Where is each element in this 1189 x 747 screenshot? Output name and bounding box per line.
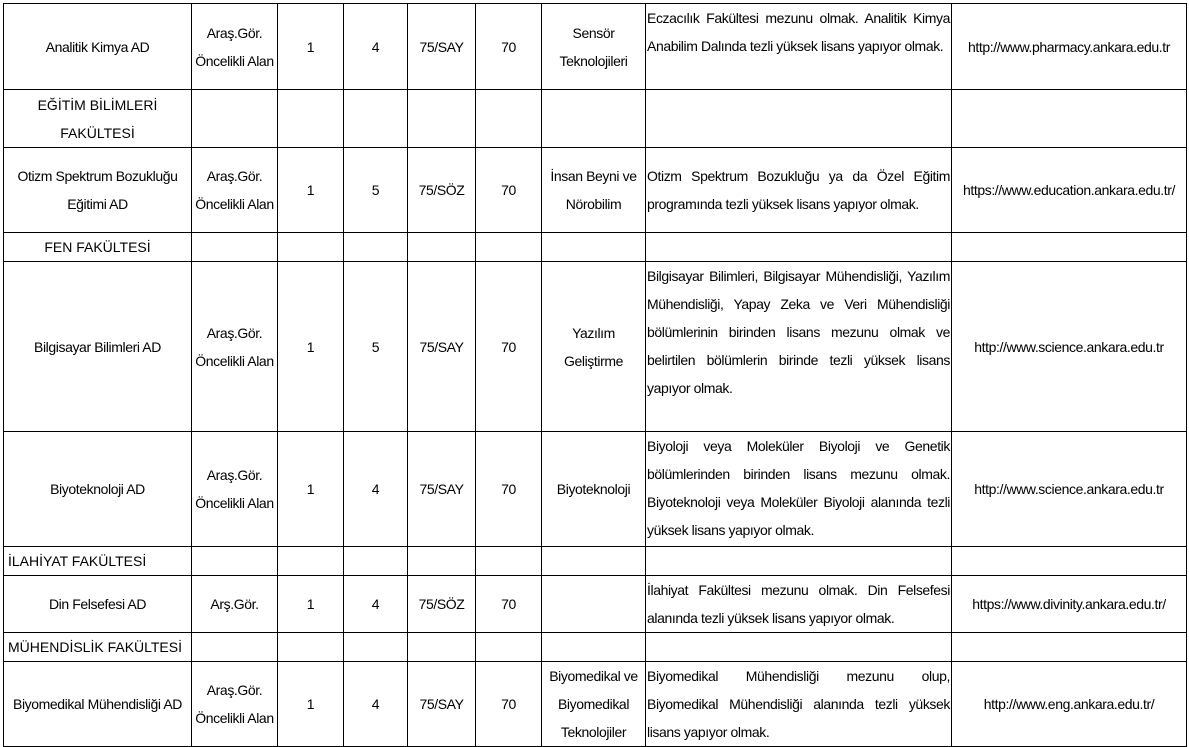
- empty-cell: [476, 233, 542, 262]
- table-row: [4, 262, 1187, 432]
- ales-cell: 75/SAY: [408, 432, 476, 547]
- website-cell: http://www.pharmacy.ankara.edu.tr: [952, 4, 1187, 90]
- ales-cell: 75/SAY: [408, 262, 476, 432]
- empty-cell: [476, 547, 542, 576]
- faculty-row: [4, 633, 1187, 662]
- degree-cell: 4: [344, 662, 408, 747]
- empty-cell: [344, 90, 408, 148]
- language-cell: 70: [476, 432, 542, 547]
- empty-cell: [646, 547, 952, 576]
- empty-cell: [646, 90, 952, 148]
- degree-cell: 5: [344, 148, 408, 233]
- table-row: [4, 432, 1187, 547]
- count-cell: 1: [278, 148, 344, 233]
- count-cell: 1: [278, 662, 344, 747]
- empty-cell: [542, 633, 646, 662]
- website-cell: https://www.divinity.ankara.edu.tr/: [952, 576, 1187, 633]
- faculty-heading: FEN FAKÜLTESİ: [4, 233, 192, 262]
- website-cell: https://www.education.ankara.edu.tr/: [952, 148, 1187, 233]
- faculty-row: [4, 547, 1187, 576]
- language-cell: 70: [476, 262, 542, 432]
- count-cell: 1: [278, 432, 344, 547]
- empty-cell: [952, 233, 1187, 262]
- title-cell: Araş.Gör. Öncelikli Alan: [192, 662, 278, 747]
- faculty-row: [4, 233, 1187, 262]
- empty-cell: [344, 633, 408, 662]
- empty-cell: [192, 90, 278, 148]
- department-cell: Biyomedikal Mühendisliği AD: [4, 662, 192, 747]
- empty-cell: [476, 633, 542, 662]
- empty-cell: [542, 90, 646, 148]
- requirement-cell: Otizm Spektrum Bozukluğu ya da Özel Eğitim programında tezli yüksek lisans yapıyor olmak.: [646, 148, 952, 233]
- degree-cell: 4: [344, 4, 408, 90]
- empty-cell: [952, 633, 1187, 662]
- empty-cell: [542, 547, 646, 576]
- empty-cell: [408, 547, 476, 576]
- empty-cell: [192, 233, 278, 262]
- field-cell: [542, 576, 646, 633]
- title-cell: Arş.Gör.: [192, 576, 278, 633]
- department-cell: Bilgisayar Bilimleri AD: [4, 262, 192, 432]
- language-cell: 70: [476, 662, 542, 747]
- website-cell: http://www.science.ankara.edu.tr: [952, 432, 1187, 547]
- table-row: [4, 148, 1187, 233]
- empty-cell: [408, 90, 476, 148]
- empty-cell: [408, 233, 476, 262]
- positions-table: [3, 3, 1187, 747]
- table-row: [4, 662, 1187, 747]
- department-cell: Analitik Kimya AD: [4, 4, 192, 90]
- empty-cell: [344, 233, 408, 262]
- empty-cell: [952, 547, 1187, 576]
- empty-cell: [646, 233, 952, 262]
- empty-cell: [952, 90, 1187, 148]
- field-cell: Yazılım Geliştirme: [542, 262, 646, 432]
- requirement-cell: Eczacılık Fakültesi mezunu olmak. Analitik Kimya Anabilim Dalında tezli yüksek lisans yapıyor olmak.: [646, 4, 952, 90]
- ales-cell: 75/SAY: [408, 4, 476, 90]
- requirement-cell: Bilgisayar Bilimleri, Bilgisayar Mühendisliği, Yazılım Mühendisliği, Yapay Zeka ve Veri Mühendisliği bölümlerinin birinden lisans mezunu olmak ve belirtilen bölümlerin birinde tezli yüksek lisans yapıyor olmak.: [646, 262, 952, 432]
- empty-cell: [278, 547, 344, 576]
- empty-cell: [542, 233, 646, 262]
- website-cell: http://www.eng.ankara.edu.tr/: [952, 662, 1187, 747]
- empty-cell: [278, 233, 344, 262]
- faculty-heading: İLAHİYAT FAKÜLTESİ: [4, 547, 192, 576]
- empty-cell: [278, 633, 344, 662]
- department-cell: Otizm Spektrum Bozukluğu Eğitimi AD: [4, 148, 192, 233]
- degree-cell: 4: [344, 576, 408, 633]
- website-cell: http://www.science.ankara.edu.tr: [952, 262, 1187, 432]
- field-cell: Biyomedikal ve Biyomedikal Teknolojiler: [542, 662, 646, 747]
- requirement-cell: Biyoloji veya Moleküler Biyoloji ve Genetik bölümlerinden birinden lisans mezunu olmak. Biyoteknoloji veya Moleküler Biyoloji alanında tezli yüksek lisans yapıyor olmak.: [646, 432, 952, 547]
- requirement-cell: İlahiyat Fakültesi mezunu olmak. Din Felsefesi alanında tezli yüksek lisans yapıyor olmak.: [646, 576, 952, 633]
- faculty-heading: EĞİTİM BİLİMLERİ FAKÜLTESİ: [4, 90, 192, 148]
- empty-cell: [408, 633, 476, 662]
- empty-cell: [192, 633, 278, 662]
- degree-cell: 4: [344, 432, 408, 547]
- empty-cell: [476, 90, 542, 148]
- table-row: [4, 576, 1187, 633]
- field-cell: Biyoteknoloji: [542, 432, 646, 547]
- ales-cell: 75/SAY: [408, 662, 476, 747]
- faculty-row: [4, 90, 1187, 148]
- language-cell: 70: [476, 148, 542, 233]
- empty-cell: [192, 547, 278, 576]
- language-cell: 70: [476, 576, 542, 633]
- field-cell: İnsan Beyni ve Nörobilim: [542, 148, 646, 233]
- ales-cell: 75/SÖZ: [408, 576, 476, 633]
- count-cell: 1: [278, 262, 344, 432]
- requirement-cell: Biyomedikal Mühendisliği mezunu olup, Biyomedikal Mühendisliği alanında tezli yüksek lisans yapıyor olmak.: [646, 662, 952, 747]
- language-cell: 70: [476, 4, 542, 90]
- field-cell: Sensör Teknolojileri: [542, 4, 646, 90]
- title-cell: Araş.Gör. Öncelikli Alan: [192, 262, 278, 432]
- count-cell: 1: [278, 576, 344, 633]
- degree-cell: 5: [344, 262, 408, 432]
- empty-cell: [646, 633, 952, 662]
- title-cell: Araş.Gör. Öncelikli Alan: [192, 4, 278, 90]
- faculty-heading: MÜHENDİSLİK FAKÜLTESİ: [4, 633, 192, 662]
- table-row: [4, 4, 1187, 90]
- title-cell: Araş.Gör. Öncelikli Alan: [192, 148, 278, 233]
- count-cell: 1: [278, 4, 344, 90]
- empty-cell: [278, 90, 344, 148]
- empty-cell: [344, 547, 408, 576]
- department-cell: Biyoteknoloji AD: [4, 432, 192, 547]
- ales-cell: 75/SÖZ: [408, 148, 476, 233]
- title-cell: Araş.Gör. Öncelikli Alan: [192, 432, 278, 547]
- department-cell: Din Felsefesi AD: [4, 576, 192, 633]
